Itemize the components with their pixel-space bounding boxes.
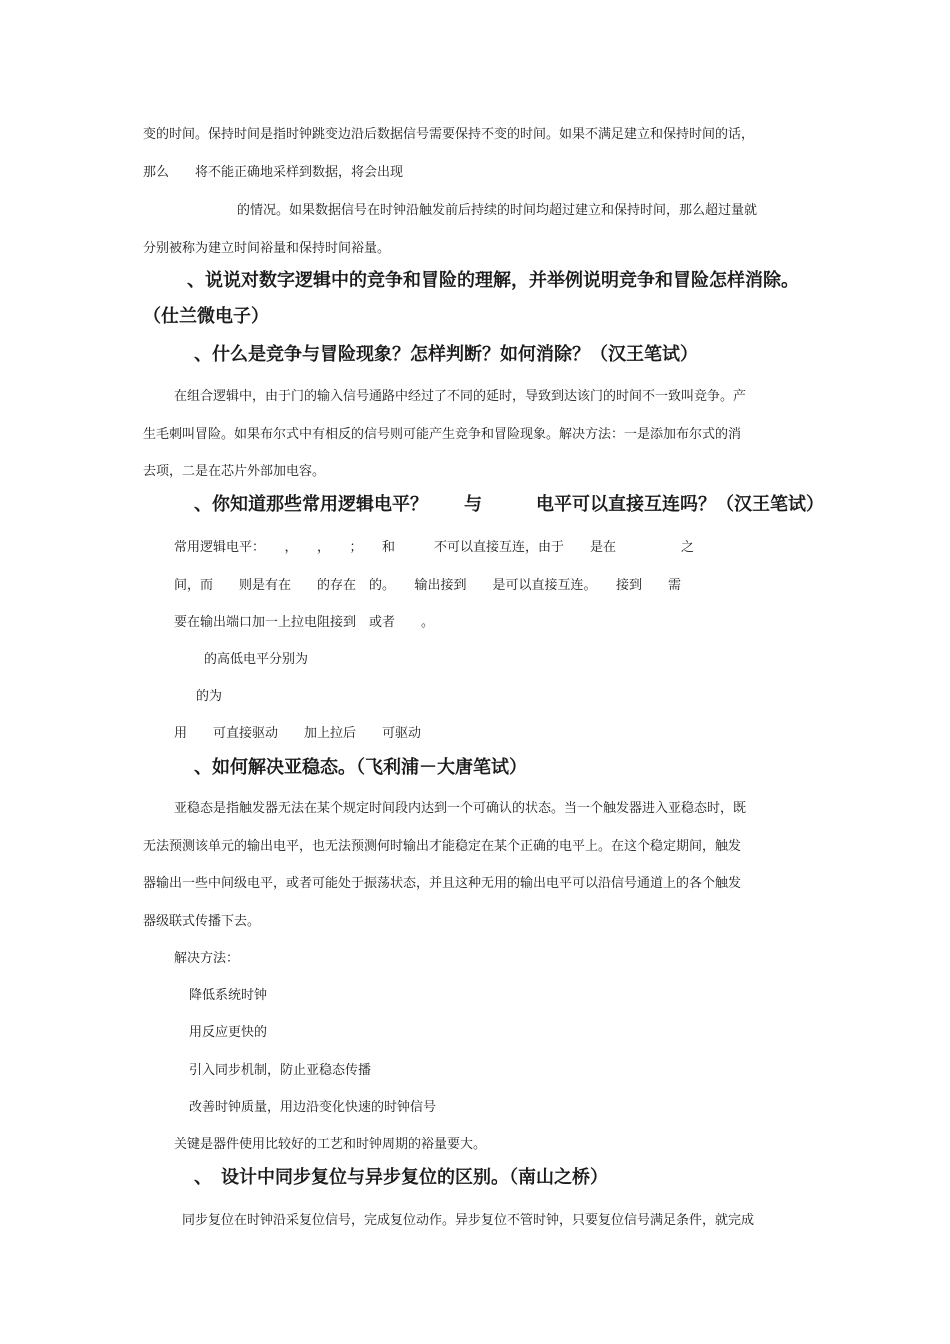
text-line: 器级联式传播下去。 bbox=[143, 914, 261, 929]
list-item: 降低系统时钟 bbox=[189, 988, 268, 1003]
text-line: 那么 将不能正确地采样到数据，将会出现 bbox=[143, 165, 404, 180]
list-item: 用反应更快的 bbox=[189, 1025, 268, 1040]
question-heading: 、你知道那些常用逻辑电平？ 与 电平可以直接互连吗？（汉王笔试） bbox=[194, 494, 824, 515]
text-line: 间，而 则是有在 的存在 的。 输出接到 是可以直接互连。 接到 需 bbox=[174, 578, 682, 593]
text-line: 无法预测该单元的输出电平，也无法预测何时输出才能稳定在某个正确的电平上。在这个稳定期间，触发 bbox=[143, 839, 742, 854]
question-heading: 、什么是竞争与冒险现象？怎样判断？如何消除？（汉王笔试） bbox=[194, 344, 698, 365]
text-line: 变的时间。保持时间是指时钟跳变边沿后数据信号需要保持不变的时间。如果不满足建立和保持时间的话， bbox=[143, 127, 755, 142]
text-line: 同步复位在时钟沿采复位信号，完成复位动作。异步复位不管时钟，只要复位信号满足条件，就完成 bbox=[182, 1213, 755, 1228]
text-line: 的为 bbox=[196, 689, 223, 704]
text-line: 亚稳态是指触发器无法在某个规定时间段内达到一个可确认的状态。当一个触发器进入亚稳态时，既 bbox=[174, 801, 747, 816]
list-item: 改善时钟质量，用边沿变化快速的时钟信号 bbox=[189, 1100, 437, 1115]
question-heading: 、说说对数字逻辑中的竞争和冒险的理解，并举例说明竞争和冒险怎样消除。 bbox=[187, 270, 799, 291]
list-item: 引入同步机制，防止亚稳态传播 bbox=[189, 1063, 372, 1078]
text-line: 关键是器件使用比较好的工艺和时钟周期的裕量要大。 bbox=[174, 1137, 487, 1152]
text-line: 器输出一些中间级电平，或者可能处于振荡状态，并且这种无用的输出电平可以沿信号通道上的各个触发 bbox=[143, 876, 742, 891]
text-line: 常用逻辑电平： ， ， ； 和 不可以直接互连，由于 是在 之 bbox=[174, 540, 695, 555]
text-line: 解决方法： bbox=[174, 951, 240, 966]
text-line: 生毛刺叫冒险。如果布尔式中有相反的信号则可能产生竞争和冒险现象。解决方法：一是添加布尔式的消 bbox=[143, 427, 742, 442]
text-line: 在组合逻辑中，由于门的输入信号通路中经过了不同的延时，导致到达该门的时间不一致叫竞争。产 bbox=[174, 389, 747, 404]
text-line: 去项，二是在芯片外部加电容。 bbox=[143, 464, 326, 479]
question-heading: 、 设计中同步复位与异步复位的区别。（南山之桥） bbox=[194, 1167, 608, 1188]
text-line: 要在输出端口加一上拉电阻接到 或者 。 bbox=[174, 615, 435, 630]
text-line: 分别被称为建立时间裕量和保持时间裕量。 bbox=[143, 241, 391, 256]
question-heading-continued: （仕兰微电子） bbox=[143, 306, 269, 327]
text-line: 用 可直接驱动 加上拉后 可驱动 bbox=[174, 726, 422, 741]
question-heading: 、如何解决亚稳态。（飞利浦－大唐笔试） bbox=[194, 757, 527, 778]
text-line: 的情况。如果数据信号在时钟沿触发前后持续的时间均超过建立和保持时间，那么超过量就 bbox=[237, 203, 758, 218]
text-line: 的高低电平分别为 bbox=[204, 652, 309, 667]
